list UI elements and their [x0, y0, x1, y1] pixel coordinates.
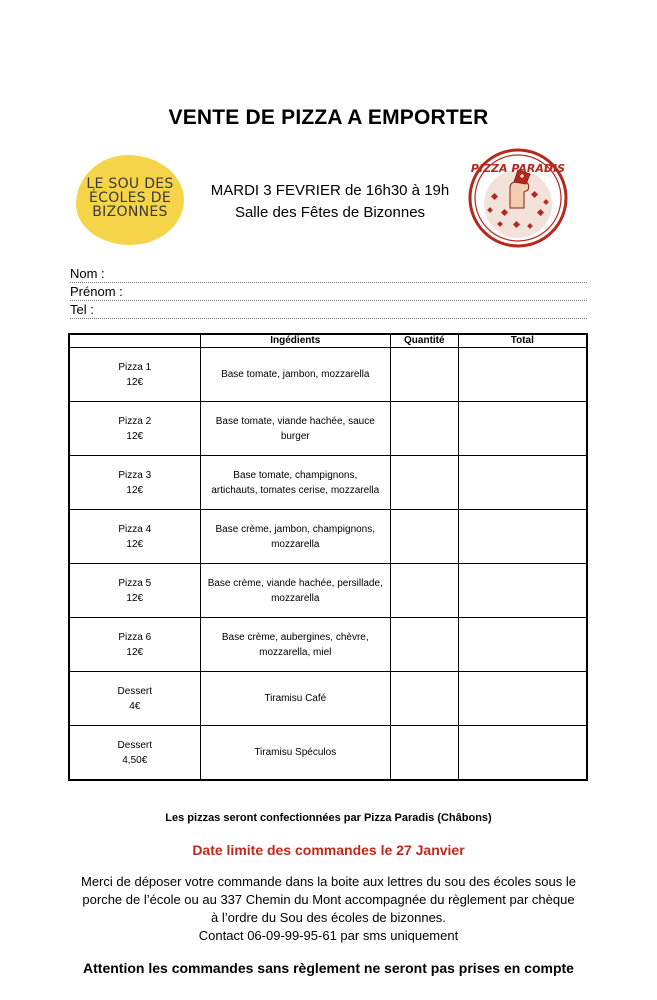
ingredients-cell: Base tomate, champignons, artichauts, tomates cerise, mozzarella [200, 456, 390, 510]
ingredients-cell: Base crème, viande hachée, persillade, mozzarella [200, 564, 390, 618]
total-cell[interactable] [458, 348, 587, 402]
total-cell[interactable] [458, 672, 587, 726]
event-date: MARDI 3 FEVRIER de 16h30 à 19h [210, 182, 450, 199]
deadline-notice: Date limite des commandes le 27 Janvier [192, 842, 465, 858]
item-cell [69, 564, 200, 618]
name-field[interactable] [70, 266, 587, 283]
total-cell[interactable] [458, 510, 587, 564]
total-cell[interactable] [458, 564, 587, 618]
ingredients-cell: Base tomate, jambon, mozzarella [200, 348, 390, 402]
quantity-cell[interactable] [391, 402, 459, 456]
item-cell [69, 618, 200, 672]
phone-label: Tel : [70, 302, 94, 317]
quantity-cell[interactable] [391, 348, 459, 402]
header-quantity: Quantité [391, 334, 459, 348]
item-price: 12€ [126, 430, 144, 442]
logo-line-2: ÉCOLES DE [89, 190, 171, 206]
item-name: Pizza 2 [118, 415, 152, 427]
quantity-cell[interactable] [391, 672, 459, 726]
item-price: 4,50€ [122, 754, 148, 766]
warning-notice: Attention les commandes sans règlement ne seront pas prises en compte [83, 960, 574, 976]
page-title: VENTE DE PIZZA A EMPORTER [168, 106, 489, 129]
firstname-field[interactable] [70, 284, 587, 301]
item-cell [69, 402, 200, 456]
quantity-cell[interactable] [391, 510, 459, 564]
item-name: Dessert [117, 739, 152, 751]
table-row [69, 726, 587, 781]
table-row [69, 402, 587, 456]
table-row [69, 672, 587, 726]
header-item [69, 334, 200, 348]
table-row [69, 510, 587, 564]
order-table [68, 333, 588, 781]
table-row [69, 618, 587, 672]
item-price: 12€ [126, 484, 144, 496]
item-cell [69, 456, 200, 510]
logo-line-3: BIZONNES [92, 204, 168, 220]
logo-line-1: LE SOU DES [86, 176, 174, 192]
instructions [80, 873, 577, 945]
contact-text: Contact 06-09-99-95-61 par sms uniquement [198, 928, 459, 943]
quantity-cell[interactable] [391, 456, 459, 510]
table-row [69, 456, 587, 510]
item-price: 12€ [126, 538, 144, 550]
total-cell[interactable] [458, 402, 587, 456]
pizza-paradis-logo [458, 148, 578, 248]
maker-note: Les pizzas seront confectionnées par Pizza Paradis (Châbons) [165, 812, 492, 824]
item-name: Pizza 3 [118, 469, 152, 481]
item-price: 12€ [126, 646, 144, 658]
quantity-cell[interactable] [391, 726, 459, 781]
item-name: Pizza 5 [118, 577, 152, 589]
item-name: Pizza 4 [118, 523, 152, 535]
total-cell[interactable] [458, 618, 587, 672]
item-cell [69, 726, 200, 781]
name-label: Nom : [70, 266, 105, 281]
quantity-cell[interactable] [391, 618, 459, 672]
header-ingredients: Ingédients [200, 334, 390, 348]
phone-field[interactable] [70, 302, 587, 319]
logo-brand-text: PIZZA PARADIS [470, 162, 566, 175]
firstname-label: Prénom : [70, 284, 123, 299]
table-header-row [69, 334, 587, 348]
table-row [69, 348, 587, 402]
table-row [69, 564, 587, 618]
event-info [195, 180, 465, 224]
item-cell [69, 672, 200, 726]
item-name: Pizza 6 [118, 631, 152, 643]
item-name: Dessert [117, 685, 152, 697]
logo-text [76, 177, 184, 219]
item-cell [69, 510, 200, 564]
total-cell[interactable] [458, 726, 587, 781]
item-price: 12€ [126, 592, 144, 604]
item-name: Pizza 1 [118, 361, 152, 373]
ingredients-cell: Base tomate, viande hachée, sauce burger [200, 402, 390, 456]
ingredients-cell: Base crème, aubergines, chèvre, mozzarella, miel [200, 618, 390, 672]
pizza-paradis-logo-icon [458, 148, 578, 248]
event-place: Salle des Fêtes de Bizonnes [234, 204, 426, 221]
header-total: Total [458, 334, 587, 348]
ingredients-cell: Tiramisu Spéculos [200, 726, 390, 781]
sou-des-ecoles-logo [76, 155, 184, 245]
item-price: 12€ [126, 376, 144, 388]
quantity-cell[interactable] [391, 564, 459, 618]
item-price: 4€ [129, 700, 141, 712]
instructions-text: Merci de déposer votre commande dans la boite aux lettres du sou des écoles sous le porche de l’école ou au 337 Chemin du Mont accompagnée du règlement par chèque à l’ordre du Sou des écoles de bizonnes. [81, 874, 576, 925]
ingredients-cell: Tiramisu Café [200, 672, 390, 726]
item-cell [69, 348, 200, 402]
total-cell[interactable] [458, 456, 587, 510]
ingredients-cell: Base crème, jambon, champignons, mozzarella [200, 510, 390, 564]
